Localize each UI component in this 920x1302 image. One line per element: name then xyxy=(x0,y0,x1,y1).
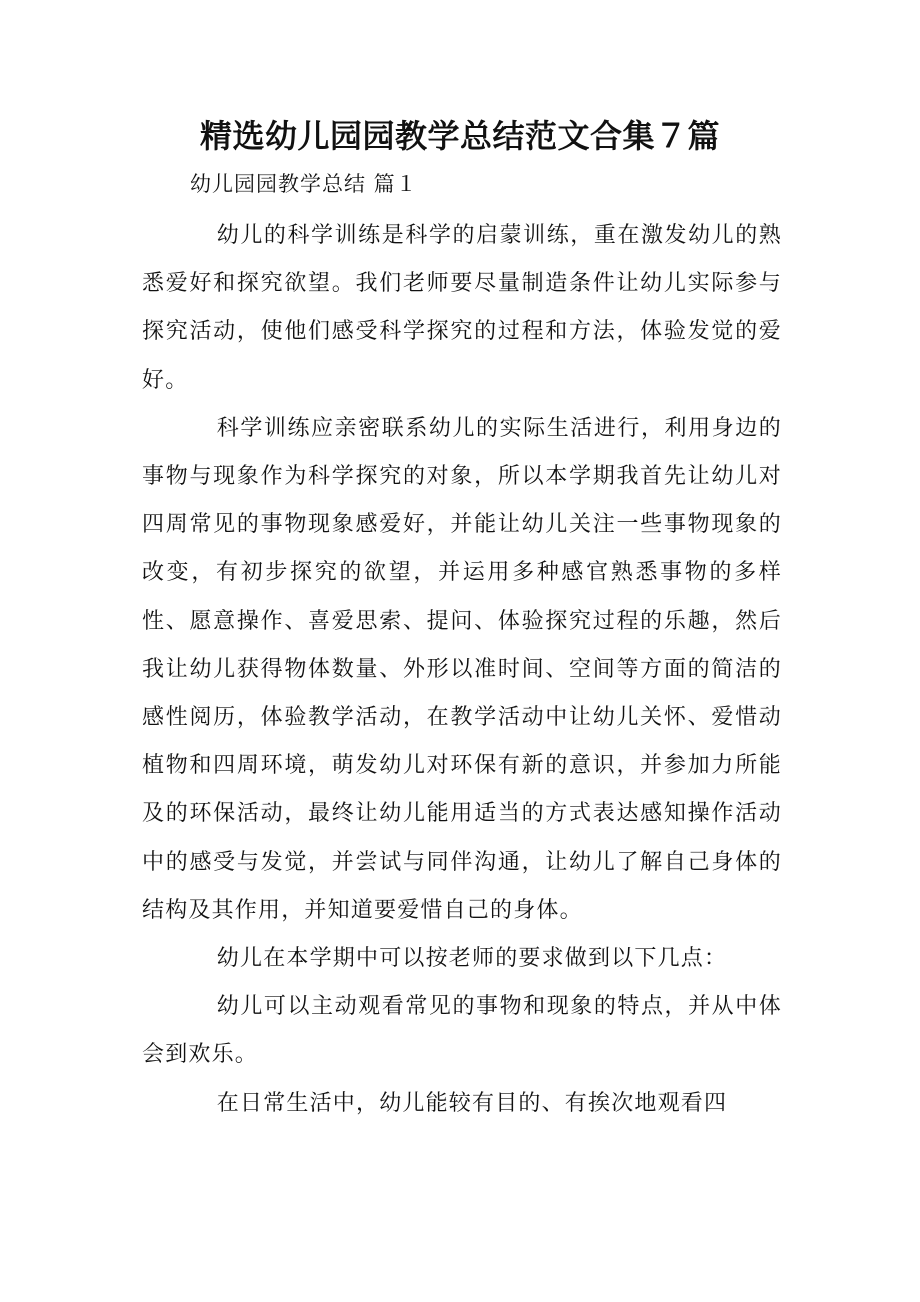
paragraph-1: 幼儿的科学训练是科学的启蒙训练，重在激发幼儿的熟悉爱好和探究欲望。我们老师要尽量制造条件让幼儿实际参与探究活动，使他们感受科学探究的过程和方法，体验发觉的爱好。 xyxy=(142,223,782,393)
section-heading: 幼儿园园教学总结 篇１ xyxy=(190,172,418,196)
paragraph-5: 在日常生活中，幼儿能较有目的、有挨次地观看四 xyxy=(216,1090,728,1116)
paragraph-4: 幼儿可以主动观看常见的事物和现象的特点，并从中体会到欢乐。 xyxy=(142,994,782,1068)
document-title: 精选幼儿园园教学总结范文合集７篇 xyxy=(199,117,720,155)
paragraph-2: 科学训练应亲密联系幼儿的实际生活进行，利用身边的事物与现象作为科学探究的对象，所以本学期我首先让幼儿对四周常见的事物现象感爱好，并能让幼儿关注一些事物现象的改变，有初步探究的欲望，并运用多种感官熟悉事物的多样性、愿意操作、喜爱思索、提问、体验探究过程的乐趣，然后我让幼儿获得物体数量、外形以准时间、空间等方面的简洁的感性阅历，体验教学活动，在教学活动中让幼儿关怀、爱惜动植物和四周环境，萌发幼儿对环保有新的意识，并参加力所能及的环保活动，最终让幼儿能用适当的方式表达感知操作活动中的感受与发觉，并尝试与同伴沟通，让幼儿了解自己身体的结构及其作用，并知道要爱惜自己的身体。 xyxy=(142,415,782,923)
paragraph-3: 幼儿在本学期中可以按老师的要求做到以下几点： xyxy=(216,946,728,972)
document-body xyxy=(142,212,782,1128)
